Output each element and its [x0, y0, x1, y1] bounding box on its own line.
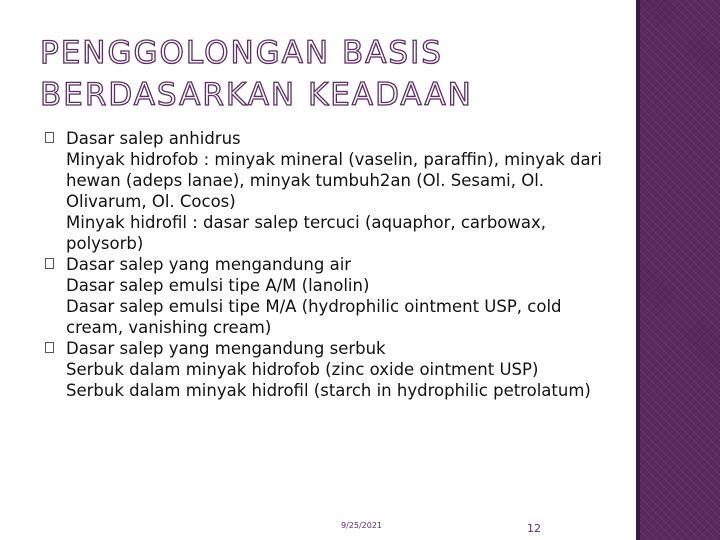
decorative-sidebar	[640, 0, 720, 540]
bullet-label: Dasar salep yang mengandung air	[66, 255, 352, 274]
bullet-item-anhidrus	[45, 128, 605, 149]
title-line-1: PENGGOLONGAN BASIS	[40, 35, 443, 71]
bullet-icon	[45, 132, 54, 143]
bullet-icon	[45, 258, 54, 269]
slide-content	[45, 128, 605, 401]
sub-item: Serbuk dalam minyak hidrofob (zinc oxide ointment USP)	[66, 360, 539, 379]
bullet-item-mengandung-air	[45, 254, 605, 275]
sub-item: Dasar salep emulsi tipe M/A (hydrophilic ointment USP, cold cream, vanishing cream)	[66, 297, 562, 337]
bullet-label: Dasar salep anhidrus	[66, 129, 241, 148]
slide-title	[40, 32, 600, 116]
sub-item: Dasar salep emulsi tipe A/M (lanolin)	[66, 276, 370, 295]
title-line-2: BERDASARKAN KEADAAN	[40, 77, 473, 113]
page-number: 12	[527, 522, 541, 535]
bullet-item-mengandung-serbuk	[45, 338, 605, 359]
bullet-label: Dasar salep yang mengandung serbuk	[66, 339, 386, 358]
sub-item: Minyak hidrofob : minyak mineral (vaselin, paraffin), minyak dari hewan (adeps lanae), minyak tumbuh2an (Ol. Sesami, Ol. Olivarum, Ol. Cocos)	[66, 150, 602, 211]
sub-item: Minyak hidrofil : dasar salep tercuci (aquaphor, carbowax, polysorb)	[66, 213, 547, 253]
sub-item: Serbuk dalam minyak hidrofil (starch in hydrophilic petrolatum)	[66, 381, 591, 400]
bullet-icon	[45, 342, 54, 353]
footer-date: 9/25/2021	[341, 521, 383, 530]
